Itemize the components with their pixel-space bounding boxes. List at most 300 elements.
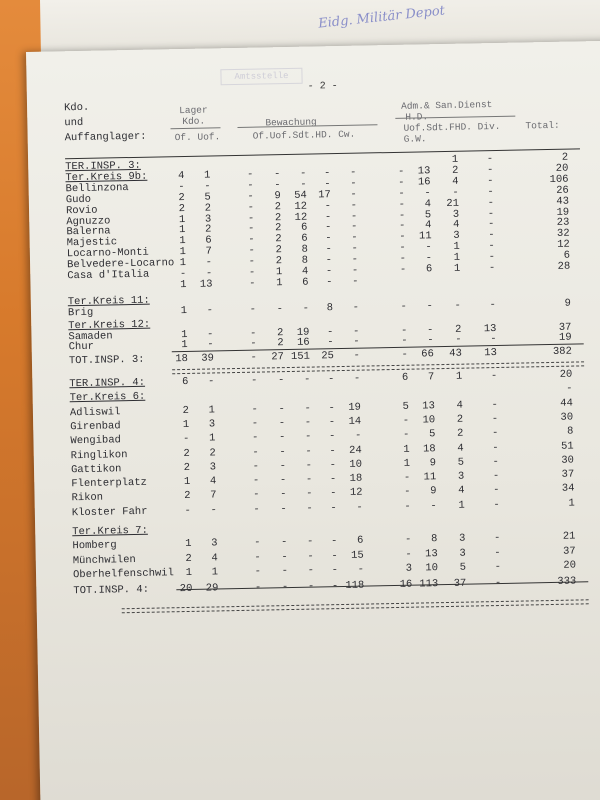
cell-value: 37 (562, 545, 576, 558)
cell-value: 2 (182, 404, 190, 417)
cell-value: 2 (183, 447, 190, 460)
cell-value: 13 (484, 347, 497, 360)
cell-value: 18 (422, 442, 436, 455)
cell-value: 11 (418, 230, 432, 243)
cell-value: 2 (454, 323, 462, 336)
cell-value: 3 (208, 418, 216, 431)
cell-value: - (329, 444, 336, 457)
cell-value: - (492, 455, 500, 468)
cell-value: 1 (178, 213, 186, 226)
cell-value: - (426, 299, 434, 313)
cell-value: - (405, 548, 412, 561)
cell-value: - (325, 221, 332, 234)
cell-value: 2 (204, 202, 212, 215)
cell-value: 6 (301, 232, 308, 246)
cell-value: - (492, 441, 499, 454)
header-lager-1: Lager (179, 104, 208, 117)
cell-value: 3 (459, 547, 466, 560)
cell-value: - (326, 325, 334, 338)
page-number: - 2 - (307, 81, 338, 93)
cell-value: 1 (179, 224, 186, 237)
cell-value: - (325, 254, 333, 267)
cell-value: 18 (175, 353, 189, 366)
cell-value: - (305, 459, 313, 472)
cell-value: - (401, 335, 408, 348)
cell-value: 19 (348, 401, 361, 414)
cell-value: 2 (275, 255, 283, 268)
cell-value: - (253, 503, 260, 516)
cell-value: 23 (556, 216, 570, 230)
row-label: Ter.Kreis 6: (69, 391, 146, 405)
cell-value: 16 (417, 176, 431, 189)
cell-value: - (494, 577, 502, 590)
cell-value: 34 (561, 482, 575, 496)
document-page (26, 40, 600, 800)
row-label: Brig (67, 306, 94, 319)
cell-value: 2 (183, 461, 191, 474)
cell-value: 16 (296, 337, 310, 350)
cell-value: 8 (301, 243, 308, 256)
cell-value: - (307, 580, 315, 593)
cell-value: - (304, 402, 312, 415)
header-bewachung-sub: Of.Uof.Sdt.HD. Cw. (252, 128, 356, 142)
cell-value: - (247, 201, 255, 214)
cell-value: 20 (555, 162, 569, 175)
cell-value: - (352, 275, 359, 288)
cell-value: 1 (211, 566, 219, 579)
cell-value: 5 (204, 191, 211, 204)
cell-value: - (398, 220, 406, 233)
row-label: Samaden (68, 329, 113, 343)
cell-value: - (248, 255, 256, 268)
cell-value: - (350, 199, 358, 212)
row-label: Homberg (72, 539, 117, 553)
header-total: Total: (525, 119, 560, 132)
cell-value: 1 (403, 443, 410, 456)
cell-value: - (331, 549, 338, 562)
cell-value: - (401, 349, 409, 362)
faded-stamp: Amtsstelle (220, 68, 302, 86)
cell-value: - (252, 474, 260, 487)
header-bottom-rule (65, 148, 580, 159)
row-label: Majestic (66, 236, 118, 250)
cell-value: - (490, 370, 498, 383)
cell-value: 2 (451, 164, 459, 177)
cell-value: - (491, 427, 499, 440)
cell-value: 1 (568, 497, 575, 510)
cell-value: 13 (424, 547, 438, 561)
cell-value: - (493, 498, 500, 511)
header-kdo-1: Kdo. (63, 101, 90, 115)
cell-value: - (254, 565, 262, 578)
cell-value: - (304, 416, 312, 429)
cell-value: - (328, 401, 336, 414)
cell-value: - (184, 504, 191, 517)
cell-value: - (397, 165, 405, 178)
cell-value: 12 (349, 487, 363, 500)
cell-value: 1 (185, 538, 192, 551)
cell-value: 12 (557, 238, 570, 252)
cell-value: - (306, 487, 313, 501)
row-label: Gattikon (70, 463, 122, 477)
cell-value: 2 (275, 222, 282, 235)
row-label: Belvedere-Locarno (66, 257, 175, 272)
cell-value: - (491, 398, 498, 411)
cell-value: 1 (181, 328, 188, 341)
cell-value: 3 (459, 532, 466, 546)
cell-value: 2 (277, 337, 284, 350)
row-label: Ter.Kreis 7: (72, 524, 148, 539)
cell-value: - (254, 581, 262, 594)
cell-value: - (425, 252, 433, 265)
cell-value: 1 (180, 278, 187, 291)
cell-value: - (486, 163, 494, 177)
cell-value: 32 (556, 227, 570, 241)
cell-value: 1 (275, 266, 283, 279)
cell-value: - (207, 375, 215, 388)
cell-value: - (326, 276, 333, 289)
cell-value: 4 (301, 265, 309, 278)
cell-value: 4 (452, 175, 459, 188)
row-label: Ter.Kreis 12: (68, 318, 151, 332)
cell-value: - (350, 210, 358, 223)
cell-value: 12 (294, 200, 308, 213)
cell-value: - (425, 241, 432, 254)
cell-value: 1 (451, 153, 459, 166)
cell-value: 66 (421, 348, 434, 361)
cell-value: - (207, 338, 214, 351)
handwritten-note: Eidg. Militär Depot (317, 3, 446, 32)
cell-value: - (487, 218, 495, 231)
cell-value: 2 (178, 191, 185, 204)
cell-value: 28 (557, 260, 571, 273)
cell-value: - (248, 223, 255, 236)
cell-value: - (329, 473, 337, 486)
cell-value: - (254, 551, 261, 564)
cell-value: - (331, 535, 338, 548)
cell-value: 1 (209, 432, 216, 445)
cell-value: 2 (561, 151, 569, 164)
double-rule-insp4 (122, 599, 589, 613)
cell-value: - (402, 428, 410, 442)
cell-value: - (248, 244, 255, 257)
cell-value: - (399, 263, 407, 276)
cell-value: - (399, 231, 406, 244)
cell-value: - (352, 301, 360, 314)
cell-value: - (280, 488, 287, 501)
cell-value: - (178, 180, 185, 193)
row-label: Adliswil (69, 405, 121, 419)
cell-value: 113 (419, 578, 439, 591)
cell-value: - (350, 188, 357, 201)
cell-value: 9 (429, 457, 437, 470)
cell-value: 29 (205, 582, 219, 595)
header-adm-sub: Uof.Sdt.FHD. Div. (403, 120, 501, 134)
cell-value: - (302, 302, 310, 315)
cell-value: - (300, 178, 307, 191)
cell-value: - (248, 266, 256, 279)
cell-value: 3 (457, 470, 465, 483)
cell-value: - (494, 560, 502, 573)
cell-value: - (487, 185, 494, 198)
cell-value: - (252, 431, 259, 444)
cell-value: - (399, 252, 407, 265)
cell-value: 5 (424, 208, 432, 221)
cell-value: - (281, 564, 289, 578)
cell-value: - (353, 336, 360, 349)
header-adm-hd: H.D. (405, 111, 429, 123)
header-adm: Adm.& San.Dienst (401, 99, 493, 112)
row-label: Flenterplatz (71, 476, 148, 491)
cell-value: - (250, 351, 258, 365)
cell-value: 20 (559, 368, 573, 381)
cell-value: 43 (556, 195, 570, 208)
cell-value: - (279, 445, 286, 458)
cell-value: - (352, 325, 360, 338)
cell-value: - (278, 416, 286, 430)
cell-value: - (251, 417, 259, 430)
cell-value: - (350, 177, 357, 190)
cell-value: - (204, 180, 211, 193)
cell-value: - (424, 186, 431, 200)
cell-value: 1 (179, 246, 186, 259)
cell-value: - (399, 241, 406, 255)
cell-value: 2 (184, 490, 191, 503)
cell-value: - (398, 209, 406, 222)
cell-value: 30 (561, 454, 575, 467)
cell-value: 4 (458, 485, 465, 498)
cell-value: - (405, 533, 412, 547)
cell-value: - (492, 470, 500, 483)
cell-value: 9 (430, 485, 437, 498)
cell-value: - (281, 550, 288, 563)
cell-value: - (276, 302, 284, 315)
header-lager-2: Kdo. (182, 115, 206, 128)
cell-value: 6 (401, 371, 409, 384)
cell-value: 1 (453, 240, 460, 254)
cell-value: 2 (178, 202, 186, 215)
cell-value: 10 (422, 414, 436, 427)
cell-value: 7 (427, 371, 435, 384)
row-label: TER.INSP. 3: (65, 159, 141, 174)
cell-value: 37 (453, 577, 467, 591)
cell-value: 19 (556, 206, 570, 219)
cell-value: - (279, 474, 287, 487)
cell-value: - (307, 564, 315, 577)
cell-value: - (351, 264, 359, 277)
cell-value: - (183, 433, 190, 446)
cell-value: 6 (181, 375, 189, 389)
cell-value: - (489, 298, 497, 311)
cell-value: - (566, 382, 573, 395)
cell-value: 1 (179, 235, 186, 248)
cell-value: 4 (424, 197, 432, 210)
cell-value: 1 (453, 251, 461, 264)
cell-value: - (279, 431, 286, 444)
cell-value: 8 (566, 425, 574, 438)
row-label: Oberhelfenschwil (72, 567, 174, 582)
cell-value: 7 (210, 489, 217, 502)
cell-value: - (488, 240, 495, 253)
cell-value: - (251, 403, 259, 416)
cell-value: 2 (275, 244, 282, 257)
cell-value: - (490, 333, 497, 346)
cell-value: 2 (275, 233, 282, 246)
cell-value: - (281, 536, 288, 549)
cell-value: 5 (428, 428, 436, 441)
cell-value: 1 (183, 476, 191, 489)
cell-value: 2 (209, 446, 216, 460)
cell-value: 16 (399, 578, 413, 592)
cell-value: 4 (456, 399, 463, 412)
cell-value: 6 (302, 276, 309, 289)
row-label: TER.INSP. 4: (69, 376, 146, 391)
row-label: Ter.Kreis 9b: (65, 170, 148, 185)
row-label: Wengibad (70, 434, 122, 448)
cell-value: 43 (449, 347, 462, 361)
cell-value: 8 (326, 301, 334, 314)
cell-value: - (350, 221, 358, 234)
cell-value: 3 (209, 461, 217, 474)
row-label: Ter.Kreis 11: (67, 294, 150, 309)
cell-value: - (250, 338, 257, 351)
cell-value: - (487, 174, 494, 187)
cell-value: 54 (294, 189, 307, 202)
cell-value: - (400, 300, 408, 313)
cell-value: - (327, 336, 334, 349)
cell-value: 4 (211, 552, 218, 565)
cell-value: 3 (453, 230, 460, 243)
cell-value: - (205, 267, 213, 280)
cell-value: - (353, 372, 361, 385)
cell-value: - (274, 178, 281, 192)
cell-value: - (404, 486, 411, 499)
cell-value: - (205, 256, 213, 269)
cell-value: - (398, 176, 405, 189)
row-label: Rovio (65, 204, 98, 217)
cell-value: - (430, 499, 437, 513)
cell-value: - (273, 168, 281, 181)
cell-value: - (356, 501, 363, 514)
cell-value: - (454, 299, 462, 312)
cell-value: - (493, 532, 501, 545)
cell-value: - (305, 445, 312, 458)
cell-value: - (487, 207, 495, 220)
cell-value: 19 (558, 331, 572, 345)
cell-value: 2 (185, 552, 192, 565)
cell-value: 1 (403, 457, 411, 470)
cell-value: - (253, 488, 260, 502)
cell-value: 26 (556, 184, 569, 197)
cell-value: 10 (349, 458, 363, 471)
cell-value: 1 (185, 566, 193, 579)
cell-value: 151 (290, 350, 311, 364)
cell-value: - (249, 277, 256, 290)
cell-value: 333 (557, 575, 577, 589)
cell-value: 6 (425, 263, 433, 276)
cell-value: - (488, 262, 496, 275)
cell-value: - (486, 153, 494, 166)
row-label: TOT.INSP. 3: (68, 354, 145, 368)
cell-value: 13 (422, 399, 435, 413)
cell-value: - (330, 487, 337, 500)
cell-value: - (278, 402, 286, 415)
row-label: Bellinzona (65, 181, 129, 196)
cell-value: - (249, 303, 257, 316)
cell-value: 118 (345, 579, 365, 593)
cell-value: 1 (458, 499, 465, 512)
cell-value: 30 (560, 411, 574, 424)
cell-value: - (357, 563, 365, 576)
cell-value: - (404, 500, 411, 513)
cell-value: - (250, 327, 257, 340)
cell-value: - (494, 546, 501, 559)
cell-value: - (252, 446, 259, 459)
cell-value: 5 (402, 400, 409, 413)
cell-value: - (206, 304, 214, 317)
cell-value: 7 (205, 245, 212, 258)
cell-value: - (247, 212, 255, 225)
row-label: Kloster Fahr (71, 505, 148, 519)
cell-value: - (400, 324, 408, 337)
cell-value: - (351, 231, 358, 245)
header-kdo-2: und (64, 116, 84, 130)
cell-value: - (349, 166, 357, 179)
cell-value: - (280, 502, 287, 515)
cell-value: 1 (208, 404, 216, 417)
cell-value: 2 (456, 413, 464, 426)
cell-value: - (323, 167, 331, 180)
row-label: Girenbad (70, 420, 121, 434)
cell-value: - (351, 242, 358, 255)
row-label: Rikon (71, 491, 104, 505)
header-adm-gw: G.W. (403, 133, 427, 145)
cell-value: - (329, 430, 336, 443)
cell-value: 1 (453, 262, 461, 275)
row-label: Balerna (66, 225, 111, 239)
cell-value: - (402, 414, 410, 427)
cell-value: - (247, 190, 254, 203)
cell-value: - (324, 199, 332, 212)
cell-value: - (325, 265, 333, 278)
cell-value: 39 (201, 352, 215, 365)
row-label: Gudo (65, 193, 92, 206)
cell-value: 2 (277, 326, 284, 339)
cell-value: - (179, 267, 187, 281)
cell-value: - (307, 535, 314, 548)
cell-value: 13 (483, 322, 497, 335)
row-label: Casa d'Italia (67, 268, 150, 283)
cell-value: 37 (558, 321, 572, 334)
cell-value: - (331, 580, 339, 593)
cell-value: 6 (357, 534, 364, 548)
header-rule-lager (170, 127, 220, 129)
cell-value: 8 (431, 533, 438, 546)
cell-value: 25 (321, 350, 335, 363)
cell-value: - (250, 374, 258, 387)
header-bewachung: Bewachung (265, 116, 317, 129)
cell-value: - (324, 177, 331, 191)
cell-value: - (324, 210, 332, 223)
cell-value: 1 (455, 370, 463, 383)
cell-value: 1 (203, 169, 211, 182)
cell-value: 382 (552, 345, 572, 359)
cell-value: 3 (452, 208, 460, 221)
cell-value: 9 (274, 189, 281, 202)
cell-value: - (279, 459, 287, 473)
cell-value: - (488, 251, 496, 264)
cell-value: - (487, 196, 495, 209)
